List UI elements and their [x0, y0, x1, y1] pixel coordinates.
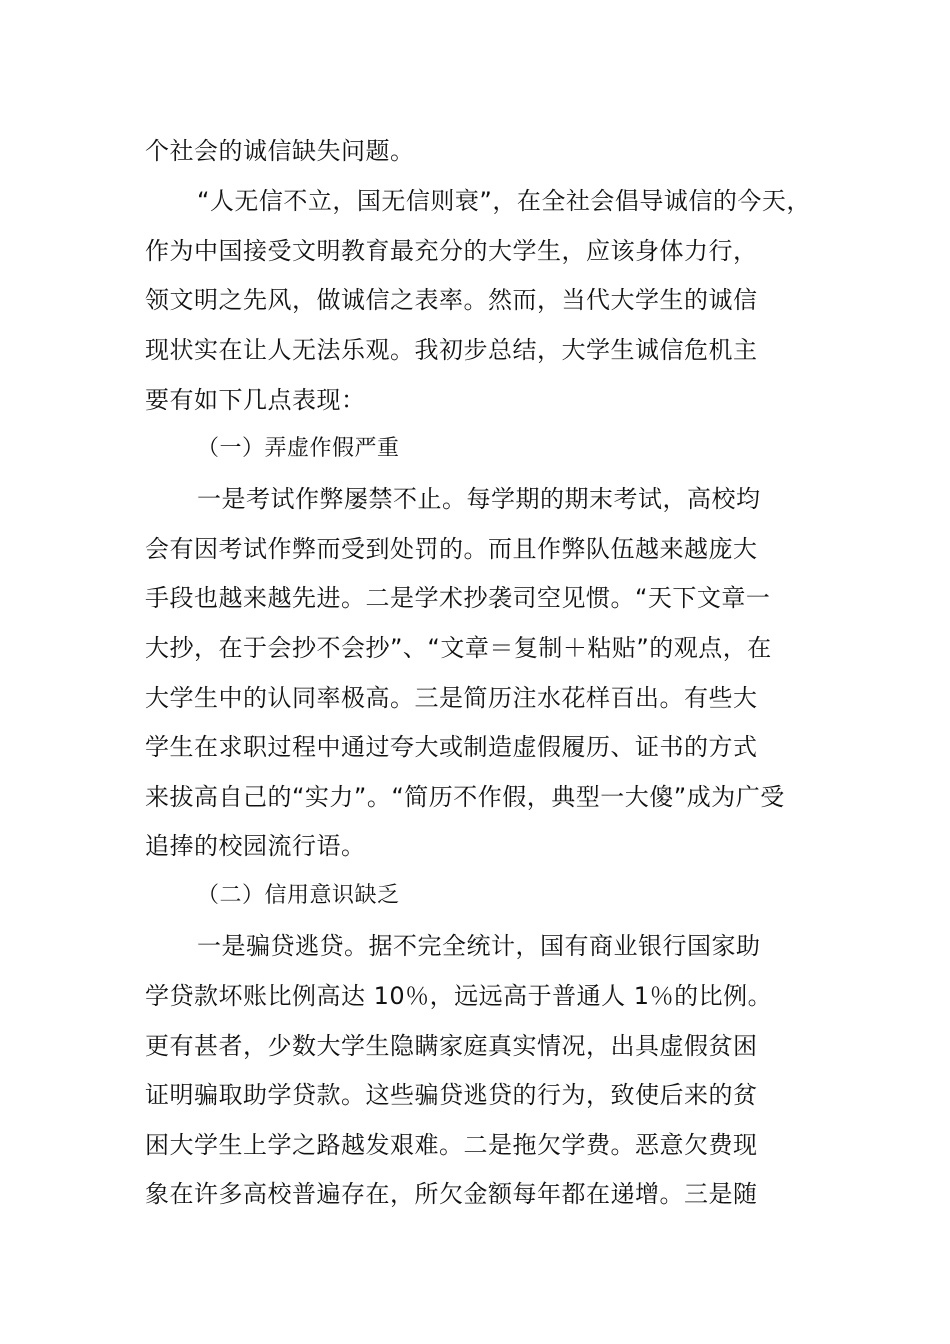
text-line: 大学生中的认同率极高。三是简历注水花样百出。有些大: [145, 684, 758, 712]
text-line: 手段也越来越先进。二是学术抄袭司空见惯。“天下文章一: [145, 584, 771, 612]
text-line: 会有因考试作弊而受到处罚的。而且作弊队伍越来越庞大: [145, 535, 758, 563]
text-line: 要有如下几点表现：: [145, 386, 366, 414]
section-heading: （一）弄虚作假严重: [197, 436, 400, 461]
text-line: 领文明之先风，做诚信之表率。然而，当代大学生的诚信: [145, 286, 758, 314]
text-line: 学贷款坏账比例高达 10％，远远高于普通人 1％的比例。: [145, 982, 773, 1010]
text-line: 象在许多高校普遍存在，所欠金额每年都在递增。三是随: [145, 1180, 758, 1208]
text-line: 追捧的校园流行语。: [145, 832, 366, 860]
text-line: 大抄，在于会抄不会抄”、“文章＝复制＋粘贴”的观点，在: [145, 634, 772, 662]
text-line: 现状实在让人无法乐观。我初步总结，大学生诚信危机主: [145, 336, 758, 364]
text-line: 一是考试作弊屡禁不止。每学期的期末考试，高校均: [197, 485, 761, 513]
text-line: 证明骗取助学贷款。这些骗贷逃贷的行为，致使后来的贫: [145, 1081, 758, 1109]
text-line: 困大学生上学之路越发艰难。二是拖欠学费。恶意欠费现: [145, 1131, 758, 1159]
text-line: 学生在求职过程中通过夸大或制造虚假履历、证书的方式: [145, 733, 758, 761]
text-line: 作为中国接受文明教育最充分的大学生，应该身体力行，: [145, 237, 758, 265]
text-line: 更有甚者，少数大学生隐瞒家庭真实情况，出具虚假贫困: [145, 1032, 758, 1060]
text-line: “人无信不立，国无信则衰”，在全社会倡导诚信的今天，: [197, 187, 811, 215]
section-heading: （二）信用意识缺乏: [197, 883, 400, 908]
text-line: 一是骗贷逃贷。据不完全统计，国有商业银行国家助: [197, 932, 761, 960]
text-line: 个社会的诚信缺失问题。: [145, 137, 415, 165]
text-line: 来拔高自己的“实力”。“简历不作假，典型一大傻”成为广受: [145, 783, 785, 811]
